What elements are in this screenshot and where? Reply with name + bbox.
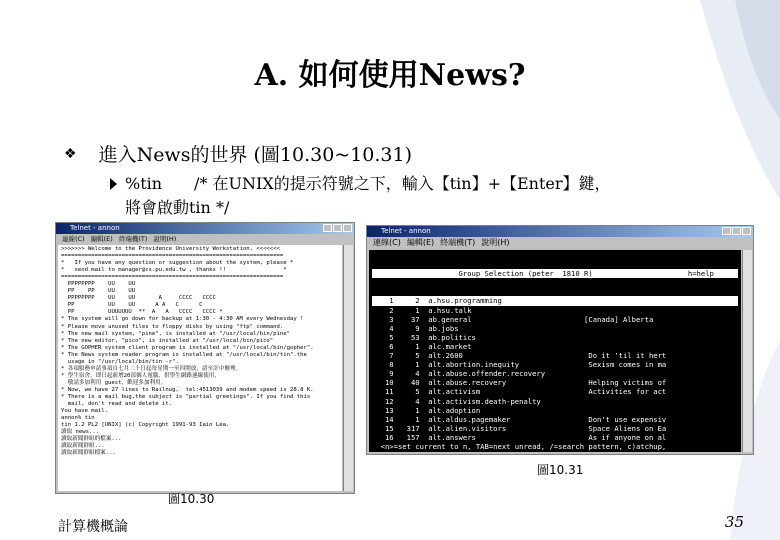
group-row: 11 5 alt.activism Activities for act — [372, 387, 667, 397]
group-row: 4 9 ab.jobs — [372, 323, 459, 333]
group-row: 14 1 alt.aldus.pagemaker Don't use expensiv — [372, 414, 667, 424]
menu-bar — [56, 234, 354, 244]
close-button[interactable] — [343, 224, 352, 232]
window-title: Telnet - annon — [381, 227, 431, 235]
terminal-line: 敬請多加利用 guest，歡迎多加利用。 — [61, 379, 167, 386]
group-row: 9 4 alt.abuse.offender.recovery — [372, 369, 546, 379]
terminal-screen[interactable] — [58, 245, 342, 491]
terminal-line: PPPPPPPP UU UU A CCCC CCCC — [61, 295, 216, 302]
terminal-line: * The new mail system, "pine", is installed at "/usr/local/bin/pine" — [61, 330, 291, 337]
page-number: 35 — [724, 513, 744, 531]
figure-caption-10-31: 圖10.31 — [537, 463, 584, 477]
window-title: Telnet - annon — [70, 224, 120, 232]
terminal-line: tin 1.2 PL2 [UNIX] (c) Copyright 1991-93 Iain Lea. — [61, 422, 230, 429]
group-row: 7 5 alt.2600 Do it 'til it hert — [372, 351, 667, 361]
bullet-level1-text: 進入News的世界 (圖10.30~10.31) — [98, 144, 413, 166]
terminal-line: * The News system reader program is installed at "/usr/local/bin/tin".the — [61, 351, 307, 358]
footer-course-title: 計算機概論 — [58, 519, 128, 535]
group-row: 2 1 a.hsu.talk — [372, 305, 472, 315]
vertical-scrollbar[interactable] — [343, 245, 353, 491]
terminal-line: * The new editor, "pico", is installed at "/usr/local/bin/pico" — [61, 337, 274, 344]
bullet-level1 — [64, 140, 412, 167]
diamond-bullet-icon: ❖ — [64, 145, 77, 162]
terminal-line: * send mail to manager@cs.pu.edu.tw , thanks !! * — [61, 267, 287, 274]
menu-edit[interactable]: 編輯(E) — [406, 238, 435, 247]
terminal-line: * The GOPHER system client program is installed at "/usr/local/bin/gopher". — [61, 344, 314, 351]
terminal-line: You have mail. — [61, 408, 109, 415]
bullet-level2 — [110, 172, 611, 220]
group-selection-header: Group Selection (peter 1810 R) h=help — [372, 269, 738, 278]
group-row: 12 4 alt.activism.death-penalty — [372, 396, 541, 406]
group-row: 6 1 alc.market — [372, 341, 472, 351]
maximize-button[interactable] — [333, 224, 342, 232]
terminal-line: ================================================================== — [61, 274, 284, 281]
group-list — [372, 296, 738, 452]
window-titlebar[interactable] — [367, 226, 753, 237]
group-row: <n>=set current to n, TAB=next unread, /=search pattern, c)atchup, — [372, 441, 667, 451]
window-titlebar[interactable] — [56, 223, 354, 234]
group-row: 16 157 alt.answers As if anyone on al — [372, 432, 667, 442]
group-row-selected: 1 2 a.hsu.programming — [372, 296, 738, 305]
group-row: 10 40 alt.abuse.recovery Helping victims of — [372, 378, 667, 388]
minimize-button[interactable] — [323, 224, 332, 232]
terminal-line: * 學生宿舍，即日起新增20部個人電腦，供學生網路連線使用， — [61, 372, 220, 379]
group-row: 8 1 alt.abortion.inequity Sexism comes in ma — [372, 360, 667, 370]
terminal-line: usage in "/usr/local/bin/tin -r". — [61, 358, 179, 365]
menu-connect[interactable]: 連線(C) — [62, 235, 85, 243]
terminal-line: PPPPPPPP UU UU — [61, 281, 136, 288]
terminal-line: 讀取新聞群組檔案... — [61, 450, 116, 457]
close-button[interactable] — [742, 227, 751, 235]
terminal-line: >>>>>>> Welcome to the Providence University Workstation. <<<<<<< — [61, 246, 280, 252]
telnet-window-tin[interactable] — [366, 225, 754, 455]
terminal-screen[interactable] — [369, 250, 741, 452]
terminal-line: * Now, we have 27 lines to Railnug, tel:4513039 and modem speed is 28.8 K. — [61, 386, 314, 393]
terminal-line: 讀取新聞群組的檔案... — [61, 436, 122, 443]
menu-help[interactable]: 說明(H) — [481, 238, 510, 247]
bullet-level2-line1: %tin /* 在UNIX的提示符號之下，輸入【tin】+【Enter】鍵， — [125, 174, 611, 193]
group-row: 3 37 ab.general [Canada] Alberta — [372, 314, 654, 324]
group-row — [372, 451, 738, 452]
terminal-line: PP UUUUUUU ** A A CCCC CCCC * — [61, 309, 223, 316]
terminal-line: * Please move unused files to floppy disks by using "ftp" command. — [61, 323, 284, 330]
terminal-line: annon% tin — [61, 415, 95, 422]
group-row: 5 53 ab.politics — [372, 332, 476, 342]
terminal-line: * The system will go down for backup at 1:30 - 4:30 AM every Wednesday ! — [61, 316, 304, 323]
terminal-line: PP UU UU A A C C — [61, 302, 203, 309]
maximize-button[interactable] — [732, 227, 741, 235]
menu-terminal[interactable]: 終端機(T) — [118, 235, 148, 243]
menu-help[interactable]: 說明(H) — [153, 235, 177, 243]
menu-edit[interactable]: 編輯(E) — [90, 235, 113, 243]
minimize-button[interactable] — [722, 227, 731, 235]
terminal-line: PP PP UU UU — [61, 288, 136, 295]
figure-caption-10-30: 圖10.30 — [168, 492, 215, 506]
triangle-bullet-icon — [110, 178, 117, 190]
terminal-line: mail, don't read and delete it. — [61, 401, 173, 408]
terminal-line: ================================================================== — [61, 253, 284, 260]
terminal-line: 讀取新聞群組... — [61, 443, 105, 450]
terminal-line: * If you have any question or suggestion about the system, please * — [61, 260, 294, 267]
terminal-line: * There is a mail bug,the subject is "partial greetings". If you find this — [61, 393, 311, 400]
terminal-line: 讀取 news... — [61, 429, 100, 436]
bullet-level2-line2: 將會啟動tin */ — [125, 198, 230, 217]
telnet-window-login[interactable] — [55, 222, 355, 494]
terminal-line: * 各項服務申請事項自七月二十日起每星期一至四開放，請至計中辦理。 — [61, 365, 242, 372]
menu-bar — [367, 237, 753, 249]
vertical-scrollbar[interactable] — [742, 250, 752, 452]
menu-connect[interactable]: 連線(C) — [373, 238, 401, 247]
group-row: 15 317 alt.alien.visitors Space Aliens on Ea — [372, 423, 667, 433]
menu-terminal[interactable]: 終端機(T) — [440, 238, 476, 247]
group-row: 13 1 alt.adoption — [372, 405, 481, 415]
slide-title: A. 如何使用News? — [254, 58, 526, 93]
